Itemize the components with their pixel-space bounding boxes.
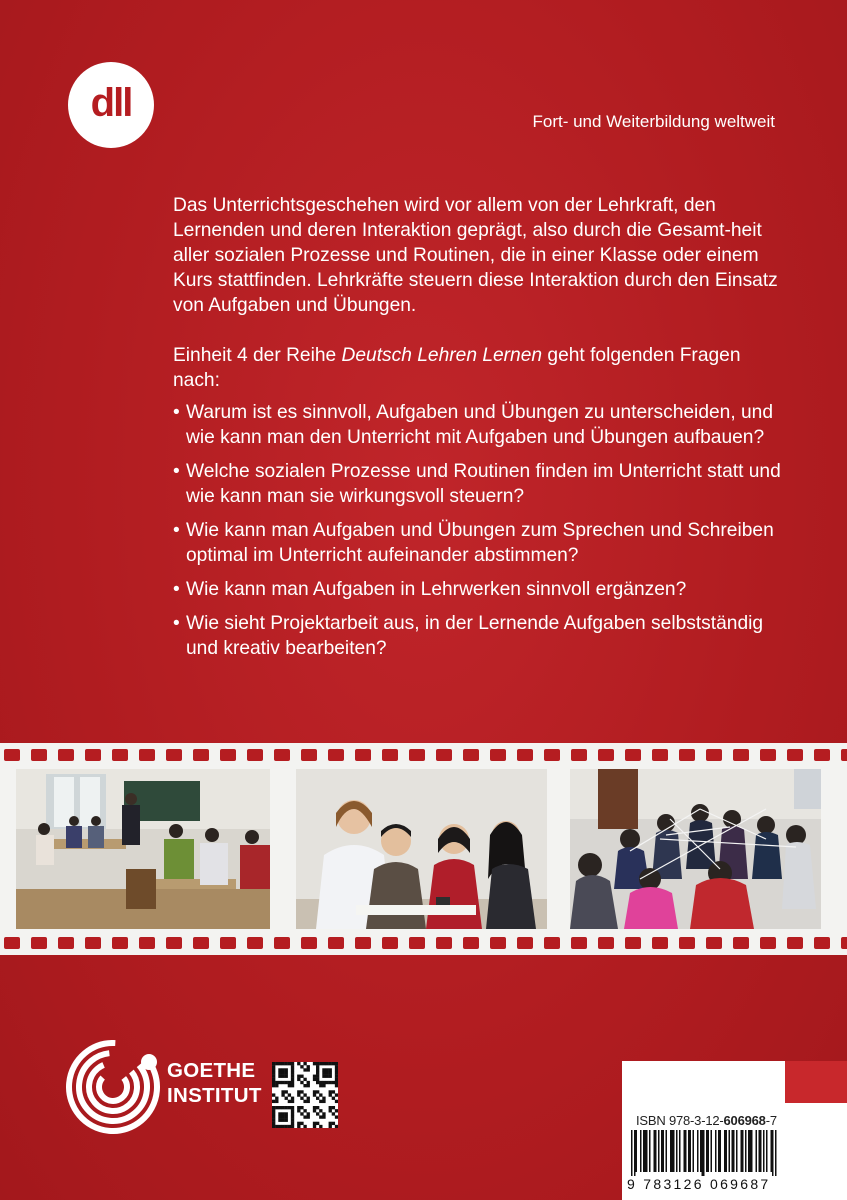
sprocket-hole [733,749,749,761]
sprocket-hole [355,749,371,761]
isbn-suffix: -7 [765,1113,777,1128]
sprocket-hole [328,749,344,761]
sprocket-hole [625,749,641,761]
sprocket-hole [4,749,20,761]
question-text: Wie sieht Projektarbeit aus, in der Lernende Aufgaben selbstständig und kreativ bearbeiten? [186,613,764,659]
sprocket-hole [760,937,776,949]
sprocket-hole [679,937,695,949]
bullet: • [173,461,180,482]
sprocket-holes-bottom [0,937,847,949]
sprocket-hole [31,937,47,949]
bullet: • [173,402,180,423]
series-title: Deutsch Lehren Lernen [341,345,543,366]
sprocket-hole [112,937,128,949]
sprocket-hole [841,937,847,949]
barcode-corner-block [785,1061,847,1103]
sprocket-hole [112,749,128,761]
tagline: Fort- und Weiterbildung weltweit [532,112,775,131]
sprocket-hole [247,937,263,949]
sprocket-hole [409,937,425,949]
list-item [173,400,783,450]
sprocket-hole [166,749,182,761]
sprocket-hole [490,937,506,949]
question-text: Warum ist es sinnvoll, Aufgaben und Übungen zu unterscheiden, und wie kann man den Unterricht mit Aufgaben und Übungen aufbauen? [186,402,774,448]
lead-before: Einheit 4 der Reihe [173,345,342,366]
list-item [173,611,783,661]
publisher-name [167,1058,262,1108]
sprocket-hole [625,937,641,949]
blurb [173,193,783,670]
bullet: • [173,613,180,634]
publisher-line-2: INSTITUT [167,1084,262,1107]
sprocket-hole [166,937,182,949]
sprocket-hole [193,749,209,761]
sprocket-hole [787,749,803,761]
sprocket-hole [814,937,830,949]
question-text: Welche sozialen Prozesse und Routinen finden im Unterricht statt und wie kann man sie wirkungsvoll steuern? [186,461,781,507]
sprocket-hole [301,937,317,949]
sprocket-hole [193,937,209,949]
sprocket-hole [814,749,830,761]
sprocket-hole [58,749,74,761]
sprocket-hole [733,937,749,949]
sprocket-hole [787,937,803,949]
goethe-institut-logo-icon [66,1040,160,1134]
sprocket-hole [220,937,236,949]
sprocket-hole [139,749,155,761]
sprocket-hole [598,937,614,949]
sprocket-holes-top [0,749,847,761]
sprocket-hole [85,749,101,761]
bullet: • [173,520,180,541]
barcode-icon [629,1130,779,1176]
sprocket-hole [409,749,425,761]
question-text: Wie kann man Aufgaben und Übungen zum Sprechen und Schreiben optimal im Unterricht aufeinander abstimmen? [186,520,774,566]
list-item [173,577,783,602]
sprocket-hole [544,937,560,949]
dll-logo [68,62,154,148]
sprocket-hole [652,937,668,949]
sprocket-hole [139,937,155,949]
sprocket-hole [58,937,74,949]
qr-code-icon [272,1062,338,1128]
sprocket-hole [4,937,20,949]
sprocket-hole [652,749,668,761]
sprocket-hole [679,749,695,761]
lead-paragraph [173,343,783,393]
list-item [173,459,783,509]
sprocket-hole [490,749,506,761]
sprocket-hole [274,937,290,949]
sprocket-hole [706,937,722,949]
sprocket-hole [760,749,776,761]
question-text: Wie kann man Aufgaben in Lehrwerken sinnvoll ergänzen? [186,579,687,600]
sprocket-hole [220,749,236,761]
sprocket-hole [598,749,614,761]
sprocket-hole [247,749,263,761]
classroom-photo-2 [296,769,547,929]
sprocket-hole [463,937,479,949]
question-list [173,400,783,661]
intro-paragraph: Das Unterrichtsgeschehen wird vor allem von der Lehrkraft, den Lernenden und deren Interaktion geprägt, also durch die Gesamt-heit aller sozialen Prozesse und Routinen, die in einer Klasse oder einem Kurs stattfinden. Lehrkräfte steuern diese Interaktion durch den Einsatz von Aufgaben und Übungen. [173,195,778,316]
sprocket-hole [274,749,290,761]
list-item [173,518,783,568]
sprocket-hole [382,937,398,949]
sprocket-hole [571,937,587,949]
sprocket-hole [571,749,587,761]
sprocket-hole [841,749,847,761]
sprocket-hole [517,937,533,949]
bullet: • [173,579,180,600]
sprocket-hole [301,749,317,761]
dll-logo-text: dll [90,80,132,125]
sprocket-hole [85,937,101,949]
classroom-photo-3 [570,769,821,929]
barcode-digits: 9 783126 069687 [627,1176,771,1192]
sprocket-hole [382,749,398,761]
isbn-bold: 606968 [723,1113,766,1128]
lead-after: geht folgenden Fragen nach: [173,345,741,391]
sprocket-hole [355,937,371,949]
film-strip [0,743,847,955]
sprocket-hole [517,749,533,761]
classroom-photo-1 [16,769,270,929]
sprocket-hole [463,749,479,761]
sprocket-hole [328,937,344,949]
sprocket-hole [544,749,560,761]
isbn-prefix: ISBN 978-3-12- [636,1113,724,1128]
sprocket-hole [436,749,452,761]
sprocket-hole [706,749,722,761]
isbn-label [636,1113,777,1128]
sprocket-hole [31,749,47,761]
publisher-line-1: GOETHE [167,1059,256,1082]
sprocket-hole [436,937,452,949]
